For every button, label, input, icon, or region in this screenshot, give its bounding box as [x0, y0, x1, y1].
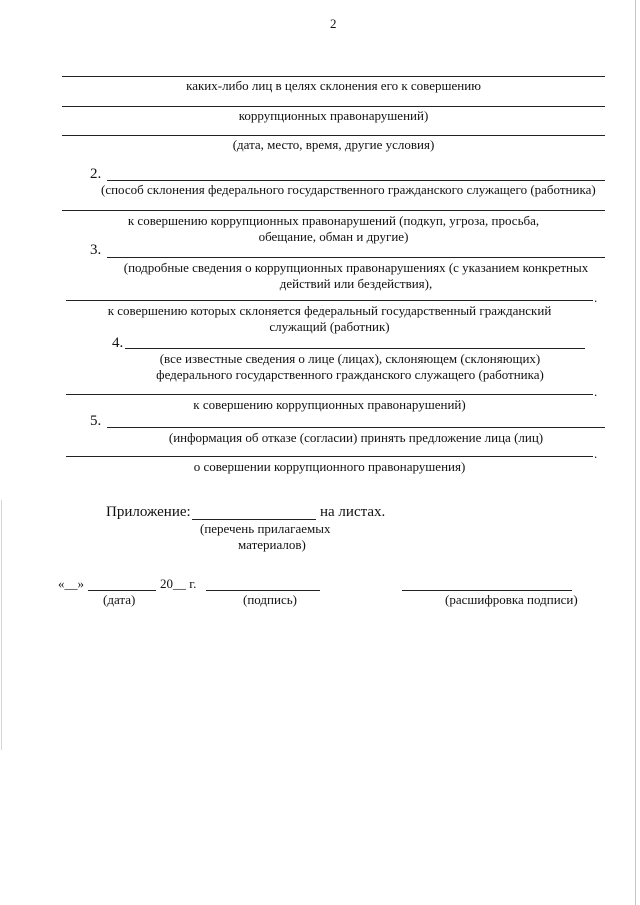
item-number-5: 5.: [90, 413, 102, 429]
date-label: (дата): [103, 592, 136, 607]
form-text: коррупционных правонарушений): [238, 108, 429, 123]
period: .: [594, 446, 598, 461]
page-edge-right: [635, 0, 636, 905]
form-text: (все известные сведения о лице (лицах), склоняющем (склоняющих): [159, 351, 541, 366]
form-text: (подробные сведения о коррупционных правонарушениях (с указанием конкретных: [123, 260, 589, 275]
form-text: к совершению коррупционных правонарушений (подкуп, угроза, просьба,: [127, 213, 540, 228]
fill-line: [62, 210, 605, 211]
fill-line: [66, 394, 593, 395]
item-number-4: 4.: [112, 335, 124, 351]
attachment-hint: материалов): [238, 537, 306, 552]
form-text: обещание, обман и другие): [258, 229, 409, 244]
signature-line: [206, 590, 320, 591]
form-text: каких-либо лиц в целях склонения его к совершению: [186, 78, 481, 93]
form-text: федерального государственного гражданского служащего (работника): [156, 367, 544, 382]
date-day: «__»: [58, 576, 84, 591]
attachment-line: [192, 519, 316, 520]
fill-line: [125, 348, 585, 349]
period: .: [594, 384, 598, 399]
decode-label: (расшифровка подписи): [445, 592, 578, 607]
period: .: [594, 290, 598, 305]
signature-label: (подпись): [243, 592, 297, 607]
date-year: 20__ г.: [160, 576, 197, 591]
form-text: служащий (работник): [269, 319, 390, 334]
form-text: к совершению коррупционных правонарушений): [193, 397, 466, 412]
fill-line: [107, 257, 605, 258]
fill-line: [62, 135, 605, 136]
attachment-suffix: на листах.: [320, 504, 386, 520]
attachment-label: Приложение:: [106, 504, 191, 520]
fill-line: [66, 456, 593, 457]
decode-line: [402, 590, 572, 591]
page-edge-left: [1, 500, 2, 750]
form-text: (способ склонения федерального государственного гражданского служащего (работника): [101, 182, 596, 197]
attachment-hint: (перечень прилагаемых: [200, 521, 331, 536]
fill-line: [107, 180, 605, 181]
item-number-2: 2.: [90, 166, 102, 182]
form-text: действий или бездействия),: [279, 276, 433, 291]
form-text: к совершению которых склоняется федеральный государственный гражданский: [107, 303, 552, 318]
form-text: о совершении коррупционного правонарушения): [193, 459, 466, 474]
form-text: (информация об отказе (согласии) принять предложение лица (лиц): [168, 430, 544, 445]
form-text: (дата, место, время, другие условия): [232, 137, 435, 152]
fill-line: [62, 106, 605, 107]
item-number-3: 3.: [90, 242, 102, 258]
fill-line: [62, 76, 605, 77]
fill-line: [66, 300, 593, 301]
fill-line: [107, 427, 605, 428]
date-line: [88, 590, 156, 591]
page-number: 2: [330, 16, 337, 31]
